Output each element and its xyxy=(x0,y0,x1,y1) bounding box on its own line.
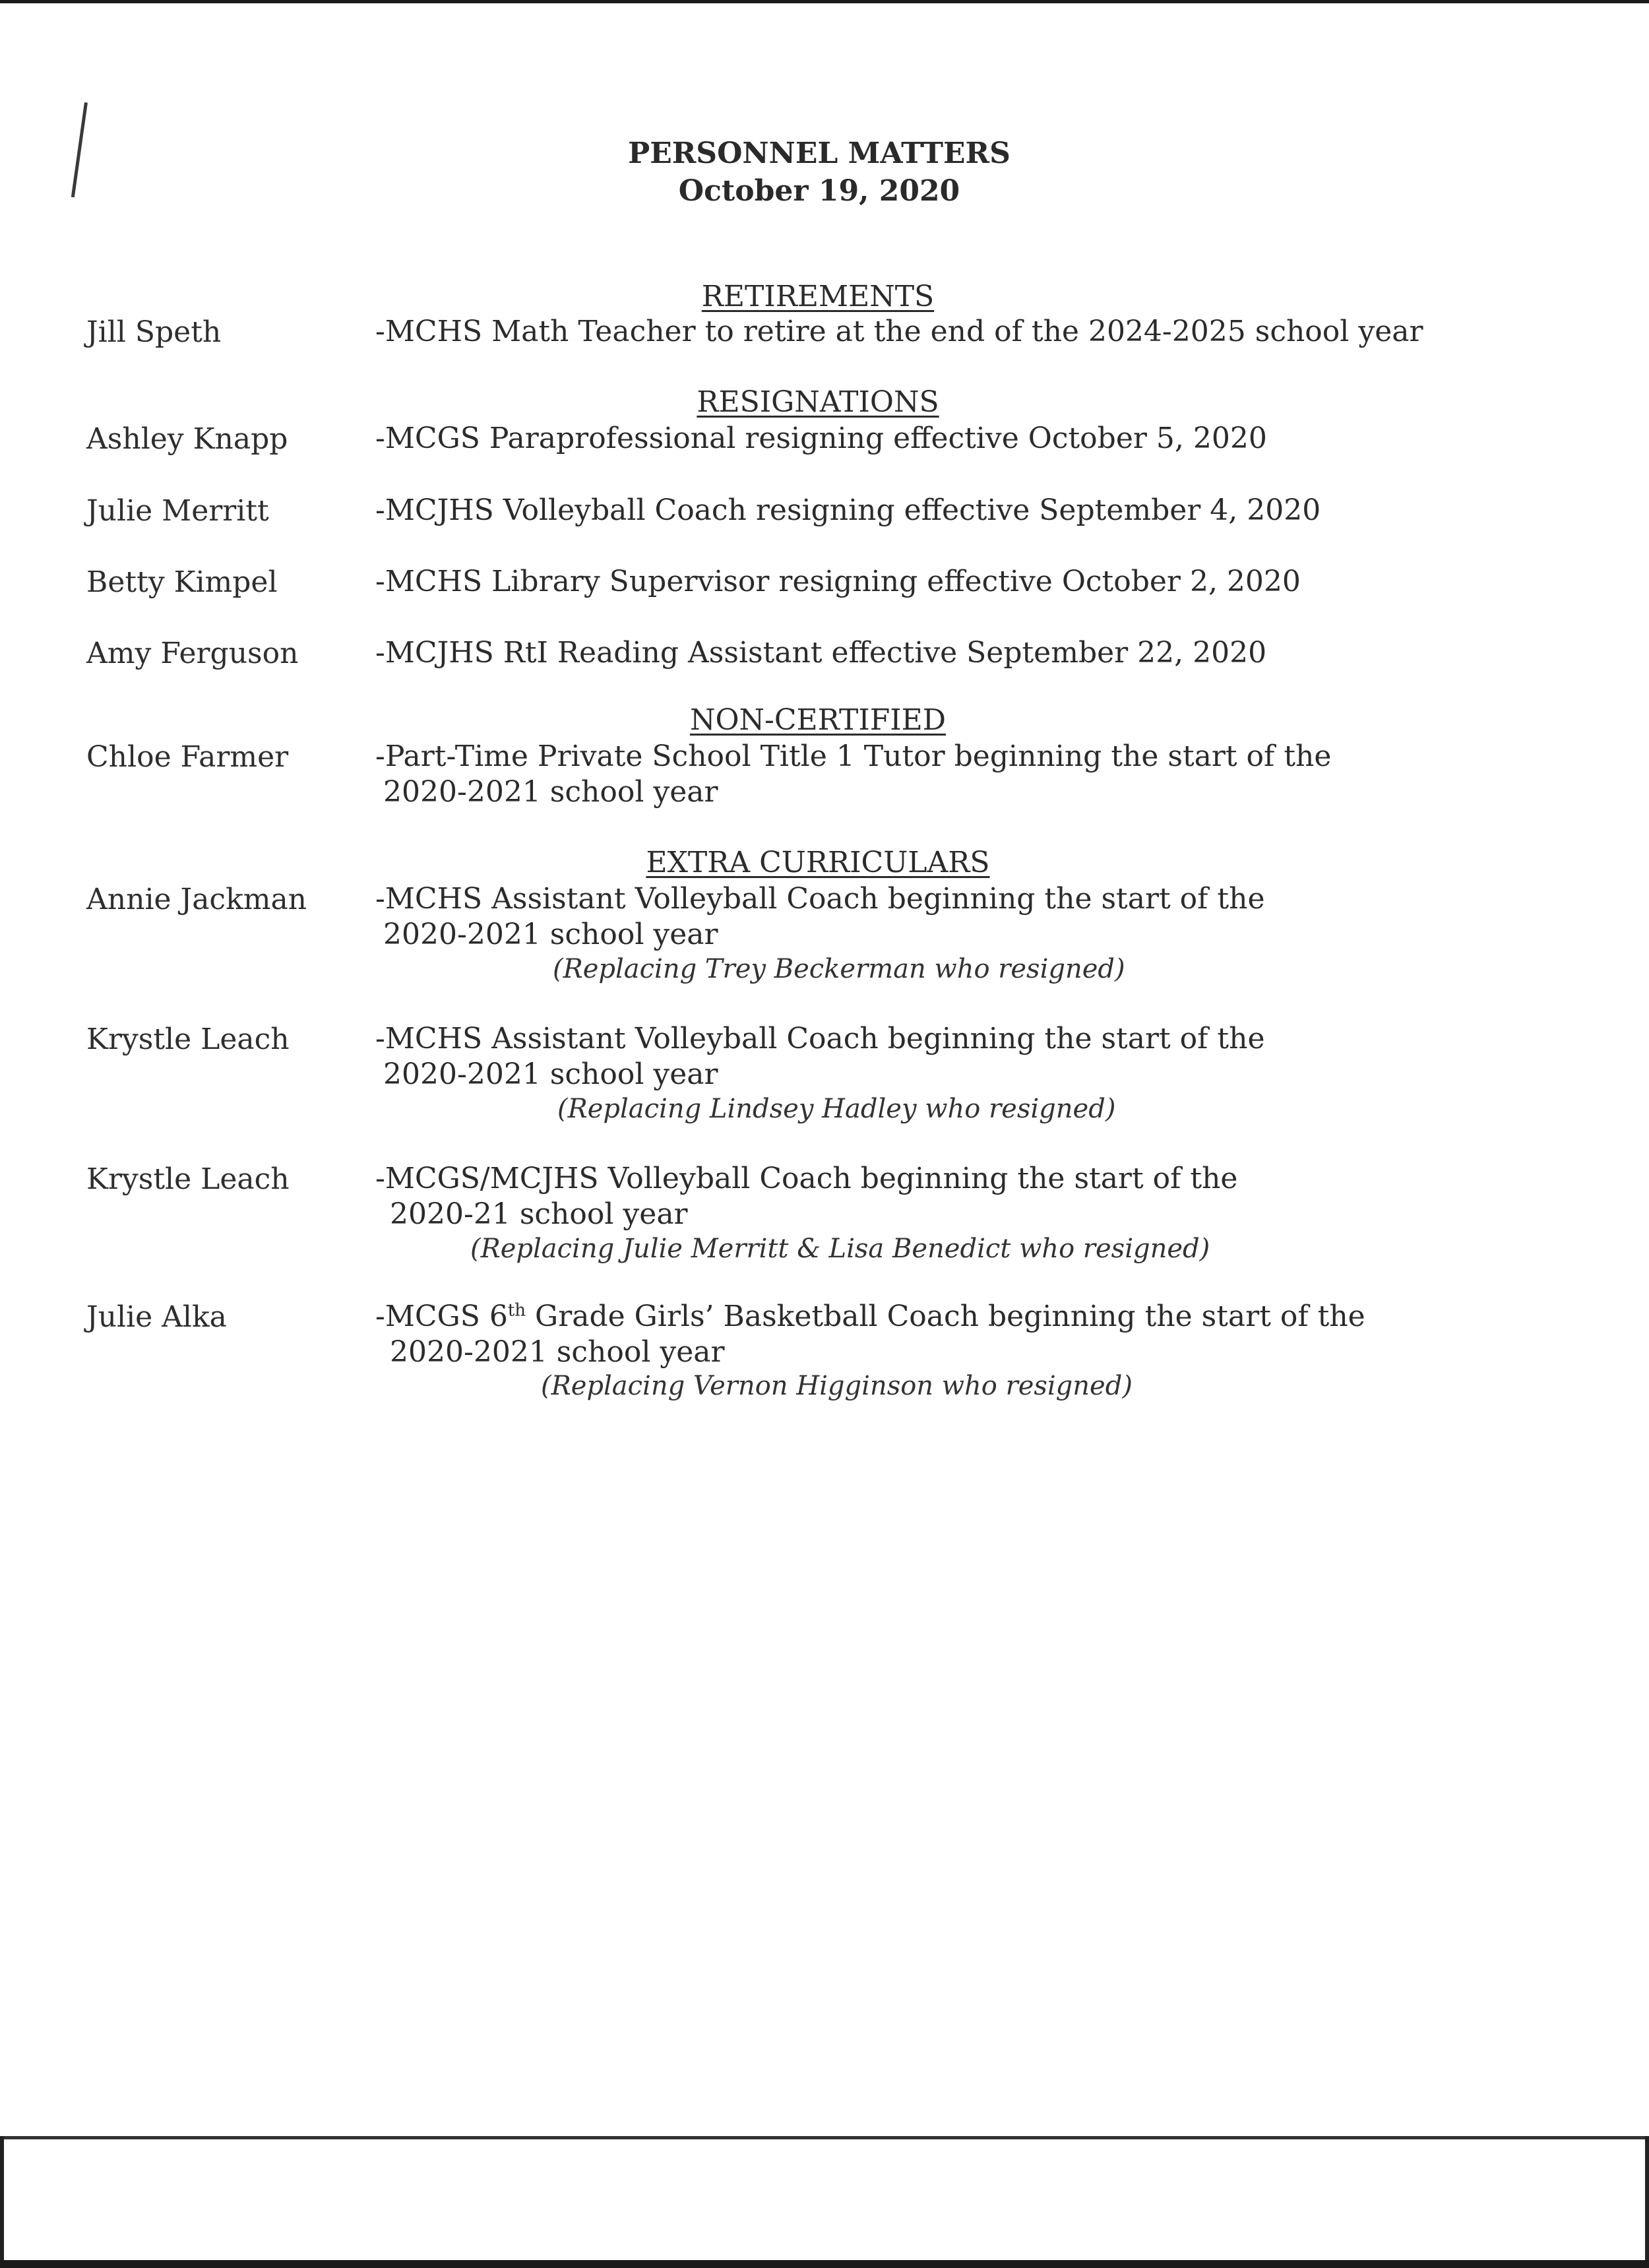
entry-description: -MCHS Math Teacher to retire at the end of the 2024-2025 school year xyxy=(375,315,1423,348)
description-line-1: -MCGS 6th Grade Girls’ Basketball Coach beginning the start of the xyxy=(375,1300,1365,1333)
entry-name: Krystle Leach xyxy=(86,1023,290,1056)
entry-name: Annie Jackman xyxy=(86,883,307,916)
entry-name: Julie Alka xyxy=(86,1300,227,1334)
entry-name: Jill Speth xyxy=(86,315,222,349)
scan-bottom-edge xyxy=(0,2260,1649,2268)
entry-name: Amy Ferguson xyxy=(86,637,299,670)
description-line-2: 2020-2021 school year xyxy=(383,918,718,951)
entry-description xyxy=(375,1299,1365,1370)
section-heading-resignations: RESIGNATIONS xyxy=(697,385,939,419)
section-heading-extra-curriculars: EXTRA CURRICULARS xyxy=(646,846,990,879)
entry-description xyxy=(375,1021,1265,1092)
entry-description: -MCJHS Volleyball Coach resigning effective September 4, 2020 xyxy=(375,493,1321,527)
entry-description xyxy=(375,1161,1237,1232)
entry-description xyxy=(375,739,1331,810)
entry-name: Julie Merritt xyxy=(86,494,269,528)
entry-description xyxy=(375,881,1265,953)
entry-description: -MCGS Paraprofessional resigning effective October 5, 2020 xyxy=(375,422,1267,455)
description-line-2: 2020-21 school year xyxy=(390,1197,688,1231)
entry-name: Krystle Leach xyxy=(86,1162,290,1196)
description-line-1: -MCHS Assistant Volleyball Coach beginning the start of the xyxy=(375,882,1265,916)
section-heading-non-certified: NON-CERTIFIED xyxy=(689,703,947,737)
replacement-note: (Replacing Lindsey Hadley who resigned) xyxy=(557,1094,1116,1124)
description-line-2: 2020-2021 school year xyxy=(383,1057,718,1091)
scan-bottom-right-edge xyxy=(1645,2136,1649,2268)
entry-name: Ashley Knapp xyxy=(86,422,288,456)
replacement-note: (Replacing Vernon Higginson who resigned) xyxy=(541,1371,1133,1401)
scan-bottom-band xyxy=(0,2136,1649,2139)
replacement-note: (Replacing Trey Beckerman who resigned) xyxy=(553,954,1125,984)
entry-description: -MCJHS RtI Reading Assistant effective September 22, 2020 xyxy=(375,636,1267,670)
description-line-1: -Part-Time Private School Title 1 Tutor beginning the start of the xyxy=(375,740,1332,773)
description-line-2: 2020-2021 school year xyxy=(383,775,718,809)
description-line-1: -MCHS Assistant Volleyball Coach beginning the start of the xyxy=(375,1022,1265,1055)
entry-description: -MCHS Library Supervisor resigning effective October 2, 2020 xyxy=(375,565,1301,598)
replacement-note: (Replacing Julie Merritt & Lisa Benedict who resigned) xyxy=(470,1234,1210,1264)
scan-bottom-left-edge xyxy=(0,2136,4,2268)
section-heading-retirements: RETIREMENTS xyxy=(701,280,935,313)
page-title: PERSONNEL MATTERS xyxy=(628,137,1011,170)
scan-top-edge xyxy=(0,0,1649,3)
description-line-1: -MCGS/MCJHS Volleyball Coach beginning the start of the xyxy=(375,1162,1238,1195)
description-line-2: 2020-2021 school year xyxy=(390,1335,725,1369)
page-date: October 19, 2020 xyxy=(678,174,960,208)
entry-name: Betty Kimpel xyxy=(86,565,278,599)
entry-name: Chloe Farmer xyxy=(86,740,289,774)
